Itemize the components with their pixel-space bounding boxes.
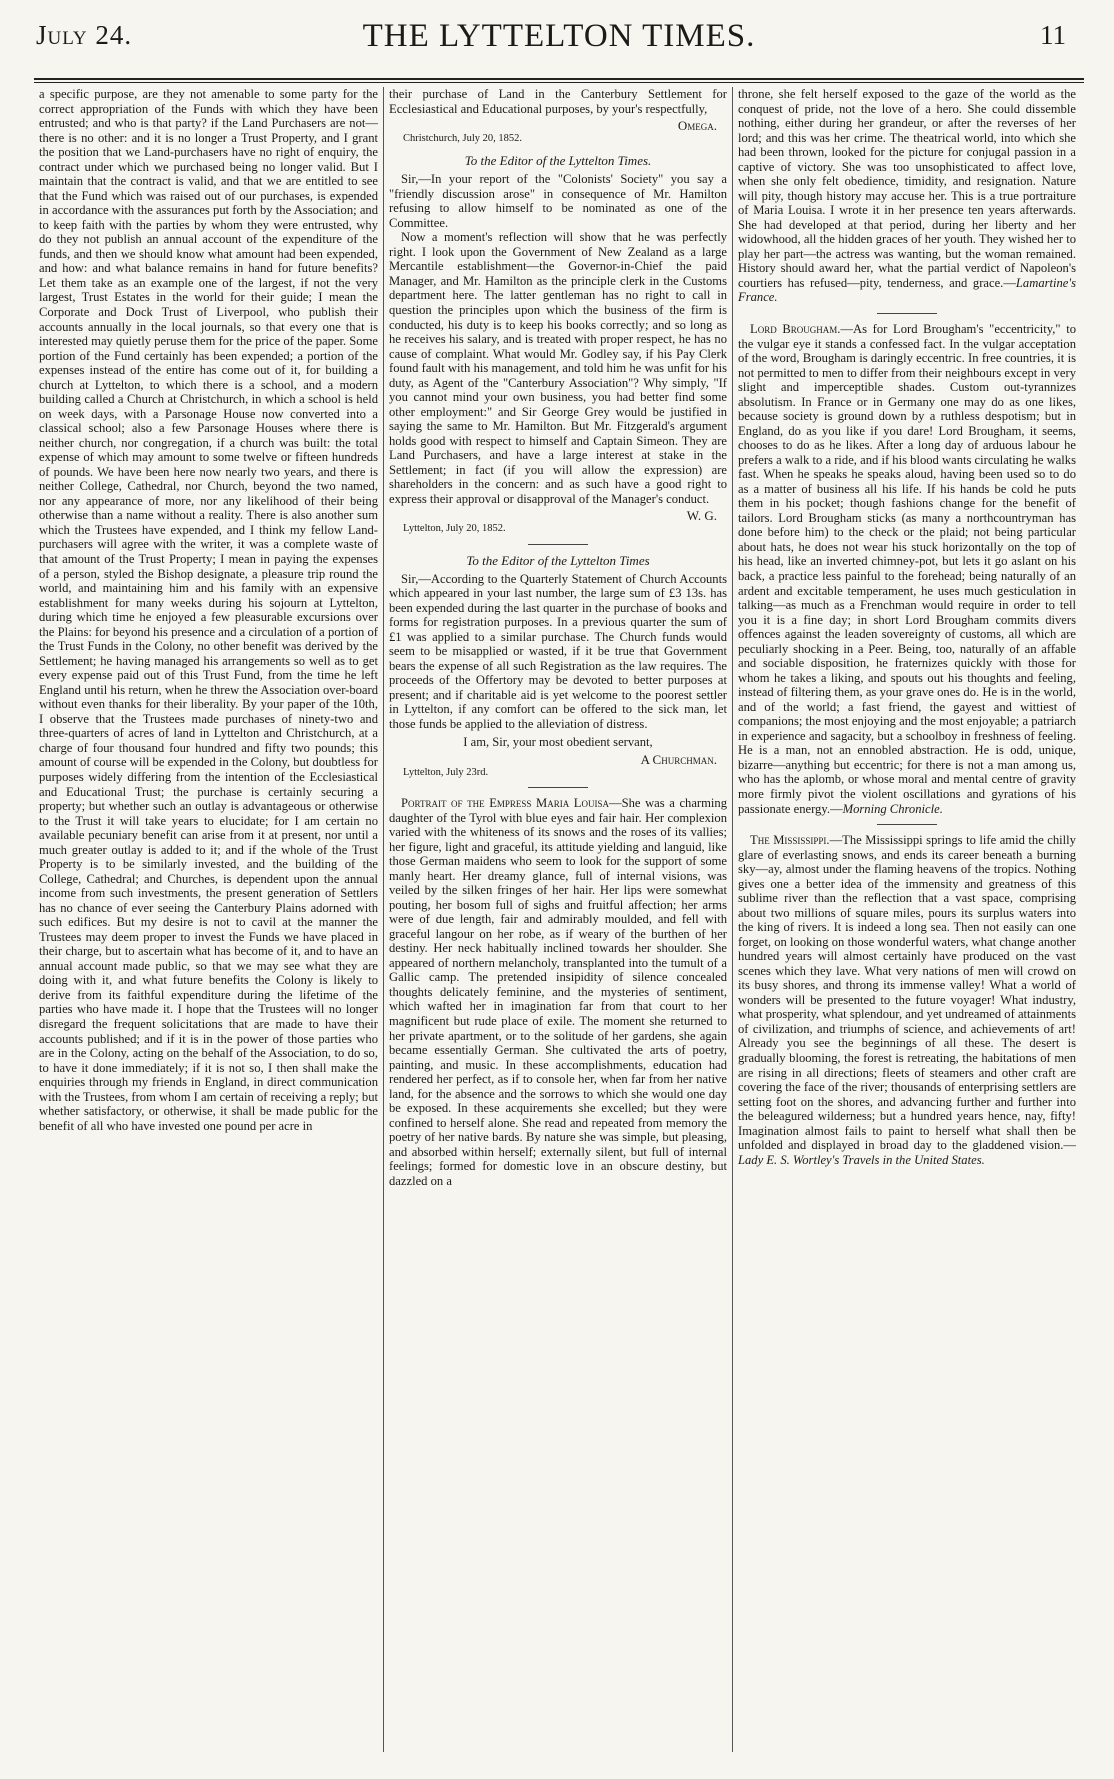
column-3 — [732, 87, 1081, 1752]
columns — [34, 87, 1084, 1752]
mississippi-body: —The Mississippi springs to life amid the chilly glare of everlasting snows, and ends its career beneath a burning sky—ay, almost under the flaming heavens of the tropics. Nothing gives one a better idea of the immensity and greatness of this sublime river than the reflection that a vast space, comprising about two millions of square miles, pours its surplus waters into the king of rivers. It is indeed a long sea. Then not easily can one forget, on looking on those wonderful waters, what change another hundred years will almost certainly have produced on the vast scenes which they lave. What very nations of men will crowd on its busy shores, and throng its immense valley! What a world of wonders will be presented to the future voyager! What industry, what prosperity, what splendour, and yet undreamed of attainments of civilization, and triumphs of science, and achievements of art! Already you see the beginnings of all these. The desert is gradually blooming, the forest is retreating, the habitations of men are rising in all directions; fleets of steamers and other craft are covering the face of the river; thousands of enterprising settlers are setting foot on the shores, and advancing further and further into the beleagured wilderness; but a hundred years hence, nay, fifty! Imagination almost fails to paint to herself what shall then be unfolded and displayed in broad day to the gladdened vision.— — [738, 833, 1076, 1153]
brougham-body: —As for Lord Brougham's "eccentricity," to the vulgar eye it stands a confessed fact. In the vulgar acceptation of the word, Brougham is daringly eccentric. In free countries, it is not permitted to men to differ from their neighbours except in very slight and imperceptible shades. Custom out-tyrannizes absolutism. In France or in Germany one may do as one likes, because society is ground down by a ruthless despotism; but in England, do as you like if you dare! Lord Brougham, it seems, chooses to do as he likes. After a long day of arduous labour he prefers a walk to a ride, and if his blood wants circulating he walks fast. When he speaks he speaks aloud, having been used so to do as a matter of business all his life. If his hands be cold he puts them in his pocket; though fashions change for the benefit of tailors. Lord Brougham sticks (as many a northcountryman has done before him) to the check or the plaid; not being particular about hats, he does not wear his stuck horizontally on the top of his head, like an inverted chimney-pot, but lets it go aslant on his back, a practice less painful to the forehead; being naturally of an ardent and excitable temperament, he uses much gesticulation in talking—as much as a Frenchman would require in order to tell you it is a fine day; in short Lord Brougham commits divers offences against the leaden sovereignty of customs, all which are peculiarly shocking in a Peer. Being, too, naturally of an affable and sociable disposition, he fraternizes quickly with those for whom he takes a liking, and spouts out his thoughts and feeling, instead of filtering them, as your grave ones do. He is in the world, and of the world; a fast friend, the gayest and wittiest of companions; the most enjoying and the most enjoyable; a patriarch in experience and sagacity, but a schoolboy in freshness of feeling. He is a man, not an ennobled abstraction. He is odd, unique, bizarre—anything but eccentric; for there is not a man among us, who has the aplomb, or whose moral and mental centre of gravity more firmly pivot the violent oscillations and gyrations of his passionate energy.— — [738, 321, 1076, 816]
portrait-body: —She was a charming daughter of the Tyrol with blue eyes and fair hair. Her complexion varied with the whiteness of its snows and the roses of its vallies; her figure, light and graceful, its attitude yielding and languid, like those German maidens who seem to look for the support of some manly heart. Her dreamy glance, full of internal visions, was veiled by the silken fringes of her hair. Her lips were somewhat pouting, her bosom full of sighs and fruitful affection; her arms were of due length, fair and admirably moulded, and fell with graceful langour on her robe, as if weary of the burthen of her destiny. Her neck habitually inclined towards her shoulder. She appeared of northern melancholy, transplanted into the tumult of a Gallic camp. The pretended insipidity of silence concealed thoughts delicately feminine, and the mysteries of sentiment, which wafted her in imagination far from that court to her magnificent but rude place of exile. The moment she returned to her private apartment, or to the solitude of her gardens, she again became essentially German. She cultivated the arts of poetry, painting, and music. In these accomplishments, education had rendered her perfect, as if to console her, when far from her native land, for the absence and the sorrows to which she would one day be exposed. In these acquirements she excelled; but they were confined to herself alone. She read and repeated from memory the poetry of her native bards. By nature she was simple, but pleasing, and absorbed within herself; externally silent, but full of internal feelings; formed for domestic love in an obscure destiny, but dazzled on a — [389, 796, 727, 1188]
portrait-continuation-text: throne, she felt herself exposed to the gaze of the world as the conquest of pride, not the love of a hero. She could dissemble nothing, either during her grandeur, or after the reverses of her lord; and this was her crime. The theatrical world, into which she had been thrown, looked for the picture for conjugal passion in a captive of victory. She was too unsophisticated to affect love, when she only felt obedience, timidity, and resignation. Nature will pity, though history may accuse her. This is a true portraiture of Maria Louisa. I wrote it in her presence ten years afterwards. She had developed at that period, during her liberty and her widowhood, all the hidden graces of her youth. They wished her to play her part—the actress was wanting, but the woman remained. History should award her, what the partial verdict of Napoleon's courtiers has refused—pity, tenderness, and grace.— — [738, 87, 1076, 290]
masthead-rule — [34, 78, 1084, 83]
section-divider — [528, 787, 588, 788]
portrait-continuation — [738, 87, 1076, 305]
portrait-article — [389, 796, 727, 1188]
portrait-title: Portrait of the Empress Maria Louisa — [401, 796, 610, 811]
letter-churchman-closing: I am, Sir, your most obedient servant, — [463, 735, 653, 750]
letter-wg-heading: To the Editor of the Lyttelton Times. — [464, 153, 652, 169]
letter-churchman-paragraph: Sir,—According to the Quarterly Statement of Church Accounts which appeared in your last number, the large sum of £3 13s. has been expended during the last quarter in the purchase of books and forms for registration purposes. In a previous quarter the sum of £1 was applied to a similar purchase. The Church funds would seem to be misapplied or wasted, if it be true that Government bears the expense of all such Registration as the law requires. The proceeds of the Offertory may be devoted to better purposes at present; and if charitable aid is yet welcome to the poorest settler in Lyttelton, if any comfort can be offered to the sick man, let those funds be applied to the alleviation of distress. — [389, 571, 727, 731]
issue-date: July 24. — [36, 20, 133, 50]
page-number: 11 — [1040, 20, 1066, 50]
letter-omega-body: a specific purpose, are they not amenable to some party for the correct appropriation of the Funds with which they have been entrusted; and who is that party? if the Land Purchasers are not—there is no other: and it is no longer a Trust Property, and I grant the position that we Land-purchasers have no right of enquiry, the contract under which we purchased being no longer valid. But I maintain that the contract is valid, and that we are entitled to see that the Fund which was raised out of our purchases, is expended in accordance with the assurances put forth by the Association; and to keep faith with the parties by whom they were entrusted, why do they not publish an annual account of the expenditure of the funds, and then we should know what amount had been expended, and how: and what balance remains in hand for future benefits? Let them take as an example one of the largest, if not the very largest, Trust Estates in the world for their guide; I mean the Corporate and Dock Trust of Liverpool, who publish their accounts annually in the local journals, so that every one that is interested may quietly peruse them for the price of the paper. Some portion of the Fund certainly has been expended; a portion of the expenses instead of the entire has come out of it, for building a church at Lyttelton, to which there is a school, and a modern building called a Church at Christchurch, in which a school is held on week days, with a Parsonage House now converted into a classical school; also a few Parsonage Houses where there is neither church, nor congregation, if a church was built: the total expense of which may amount to some twelve or fifteen hundreds of pounds. We have been here now nearly two years, and there is neither College, Cathedral, nor Church, beyond the two named, nor any appearance of more, nor any likelihood of their being otherwise than a name without a reality. There is also another sum which the Trustees have expended, and I think my fellow Land-purchasers will agree with the writer, it was a complete waste of that amount of the Trust Property; I mean in paying the expenses of a person, styled the Bishop designate, a pleasure trip round the world, and maintaining him and his family with an expensive establishment for many weeks during his sojourn at Lyttelton, during which time he enjoyed a few pleasurable excursions over the Plains: for beyond his presence and a circulation of a portion of the Trust Funds in the Colony, no other benefit was derived by the Settlement; he having managed his arrangements so well as to get every expense paid out of this Trust Fund, from the time he left England until his return, when he threw the Association over-board without even thanks for their liberality. By your paper of the 10th, I observe that the Trustees made purchases of ninety-two and three-quarters of acres of land in Lyttelton and Christchurch, at a charge of four thousand four hundred and fifty two pounds; this amount of course will be expended in the Colony, but doubtless for purposes widely differing from the intention of the Ecclesiastical and Educational Trust; the purchase is certainly securing a property; but whether such an outlay is advantageous or otherwise to the Trust it will take years to elucidate; for I am certain no available pecuniary benefit can arise from it at present, nor until a much greater outlay is added to it; and if the whole of the Trust Property is to be similarly invested, and the building of the College, Cathedral; and Churches, is dependent upon the annual income from such investments, the present generation of Settlers has no chance of ever seeing the Canterbury Plains adorned with such edifices. But my desire is not to cavil at the manner the Trustees may deem proper to invest the Funds we have placed in their charge, but to ascertain what has become of it, and to have an annual account made public, so that we may see what they are doing with it, and what future benefits the Colony is likely to derive from its faithful expenditure during the lifetime of the parties who have made it. I hope that the Trustees will no longer disregard the frequent solicitations that are made to have their accounts published; and if it is in the power of those parties who are in the Colony, acting on the behalf of the Association, to do so, to have it done immediately; if it is not so, I then shall make the enquiries through my friends in England, in direct communication with the Trustees, from whom I am certain of receiving a reply; but whether satisfactory, or otherwise, it shall be made public for the benefit of all who have invested one pound per acre in — [39, 87, 378, 1133]
letter-wg-paragraph-2: Now a moment's reflection will show that he was perfectly right. I look upon the Government of New Zealand as a large Mercantile establishment—the Governor-in-Chief the paid Manager, and Mr. Hamilton as the principle clerk in the Customs department here. The latter gentleman has no right to call in question the principles upon which the business of the firm is conducted, his duty is to keep his books correctly; and so long as he receives his salary, and is treated with proper respect, he has no cause of complaint. What would Mr. Godley say, if his Pay Clerk found fault with his management, and told him he was unfit for his duty, as Agent of the "Canterbury Association"? Why simply, "If you cannot mind your own business, you had better find some other employment:" and Sir George Grey would be justified in saying the same to Mr. Hamilton. But Mr. Fitzgerald's argument holds good with respect to himself and Captain Simeon. They are Land Purchasers, and have a large interest at stake in the Settlement; in fact (if you will allow the expression) are shareholders in the concern: and as such have a good right to express their approval or disapproval of the Manager's conduct. — [389, 230, 727, 506]
section-divider — [528, 544, 588, 545]
mississippi-article — [738, 833, 1076, 1167]
letter-omega-dateline: Christchurch, July 20, 1852. — [403, 133, 522, 145]
letter-churchman-heading: To the Editor of the Lyttelton Times — [466, 552, 650, 568]
masthead — [34, 14, 1084, 56]
section-divider — [877, 824, 937, 825]
letter-wg-signature: W. G. — [686, 508, 717, 524]
brougham-title: Lord Brougham. — [750, 321, 841, 336]
letter-churchman-signature: A Churchman. — [640, 751, 717, 767]
letter-omega-continuation: their purchase of Land in the Canterbury Settlement for Ecclesiastical and Educational purposes, by your's respectfully, — [389, 87, 727, 116]
column-1 — [34, 87, 383, 1752]
section-divider — [877, 313, 937, 314]
letter-wg-dateline: Lyttelton, July 20, 1852. — [403, 523, 506, 535]
brougham-source: Morning Chronicle. — [842, 801, 943, 816]
newspaper-title: THE LYTTELTON TIMES. — [362, 18, 756, 54]
mississippi-title: The Mississippi. — [750, 833, 830, 848]
portrait-source: Lamartine's France. — [738, 275, 1076, 305]
brougham-article — [738, 322, 1076, 816]
mississippi-source: Lady E. S. Wortley's Travels in the United States. — [738, 1152, 985, 1167]
column-2 — [383, 87, 732, 1752]
letter-omega-signature: Omega. — [677, 118, 717, 134]
letter-wg-paragraph-1: Sir,—In your report of the "Colonists' Society" you say a "friendly discussion arose" in consequence of Mr. Hamilton refusing to allow himself to be nominated as one of the Committee. — [389, 172, 727, 230]
letter-churchman-dateline: Lyttelton, July 23rd. — [403, 766, 489, 778]
